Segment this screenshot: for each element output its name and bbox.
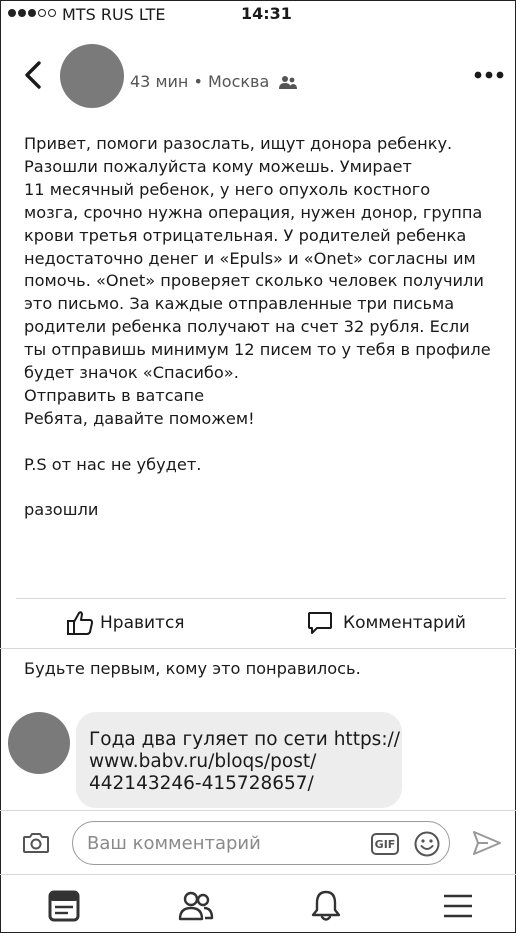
post-line: ты отправишь минимум 12 писем то у тебя в профиле [24, 340, 491, 360]
commenter-avatar[interactable] [8, 712, 70, 774]
post-line: Ребята, давайте поможем! [24, 408, 255, 428]
like-button[interactable] [66, 610, 185, 636]
tab-menu[interactable] [440, 889, 476, 923]
comment-line: Года два гуляет по сети https:// [89, 729, 401, 750]
status-bar [0, 0, 516, 32]
comment-input-wrapper [72, 821, 450, 865]
post-header [0, 36, 516, 116]
post-line: родители ребенка получают на счет 32 рубля. Если [24, 317, 470, 337]
emoji-icon[interactable] [413, 830, 441, 858]
comment-line: www.babv.ru/bloqs/post/ [89, 751, 317, 772]
likes-divider [0, 648, 516, 649]
signal-strength-icon [8, 9, 56, 17]
post-line: будет значок «Спасибо». [24, 363, 239, 383]
post-time-location: 43 мин • Москва [130, 72, 270, 91]
post-body [24, 133, 494, 522]
more-dots-icon[interactable] [474, 70, 504, 80]
bell-icon [308, 889, 344, 923]
comment-input[interactable] [87, 830, 357, 856]
comment-line: 442143246-415728657/ [89, 773, 314, 794]
post-ps: P.S от нас не убудет. [24, 454, 202, 474]
send-icon[interactable] [472, 829, 502, 857]
compose-bar [0, 810, 516, 873]
post-meta [130, 72, 297, 91]
tab-news-feed[interactable] [46, 889, 82, 923]
menu-icon [440, 889, 476, 923]
post-line: это письмо. За каждые отправленные три письма [24, 294, 455, 314]
comment-button[interactable] [307, 610, 466, 636]
tab-friends[interactable] [178, 889, 214, 923]
author-avatar[interactable] [60, 44, 124, 108]
bottom-tab-bar [0, 874, 516, 933]
likes-summary: Будьте первым, кому это понравилось. [24, 659, 361, 678]
post-closing: разошли [24, 500, 99, 520]
friends-icon [178, 889, 214, 923]
comment-bubble [76, 712, 402, 808]
post-line: Привет, помоги разослать, ищут донора ребенку. [24, 134, 453, 153]
post-line: крови третья отрицательная. У родителей ребенка [24, 225, 467, 245]
post-line: недостаточно денег и «Epuls» и «Onet» согласны им [24, 248, 476, 268]
actions-divider [16, 598, 506, 599]
post-line: 11 месячный ребенок, у него опухоль костного [24, 179, 431, 199]
gif-button[interactable]: GIF [371, 833, 399, 855]
post-line: Отправить в ватсапе [24, 385, 205, 405]
post-line: Разошли пожалуйста кому можешь. Умирает [24, 156, 412, 176]
friends-icon [279, 75, 297, 89]
chevron-left-icon[interactable] [22, 60, 44, 90]
thumbs-up-icon [66, 610, 94, 636]
post-line: помочь. «Onet» проверяет сколько человек получили [24, 271, 484, 291]
news-feed-icon [46, 889, 82, 923]
camera-icon[interactable] [22, 831, 50, 855]
speech-bubble-icon [307, 610, 333, 636]
post-line: мозга, срочно нужна операция, нужен донор, группа [24, 202, 483, 222]
post-actions [0, 604, 516, 646]
tab-notifications[interactable] [308, 889, 344, 923]
carrier-label: MTS RUS LTE [62, 5, 166, 24]
comment-label: Комментарий [343, 613, 466, 633]
like-label: Нравится [100, 613, 185, 633]
status-time: 14:31 [241, 4, 292, 23]
